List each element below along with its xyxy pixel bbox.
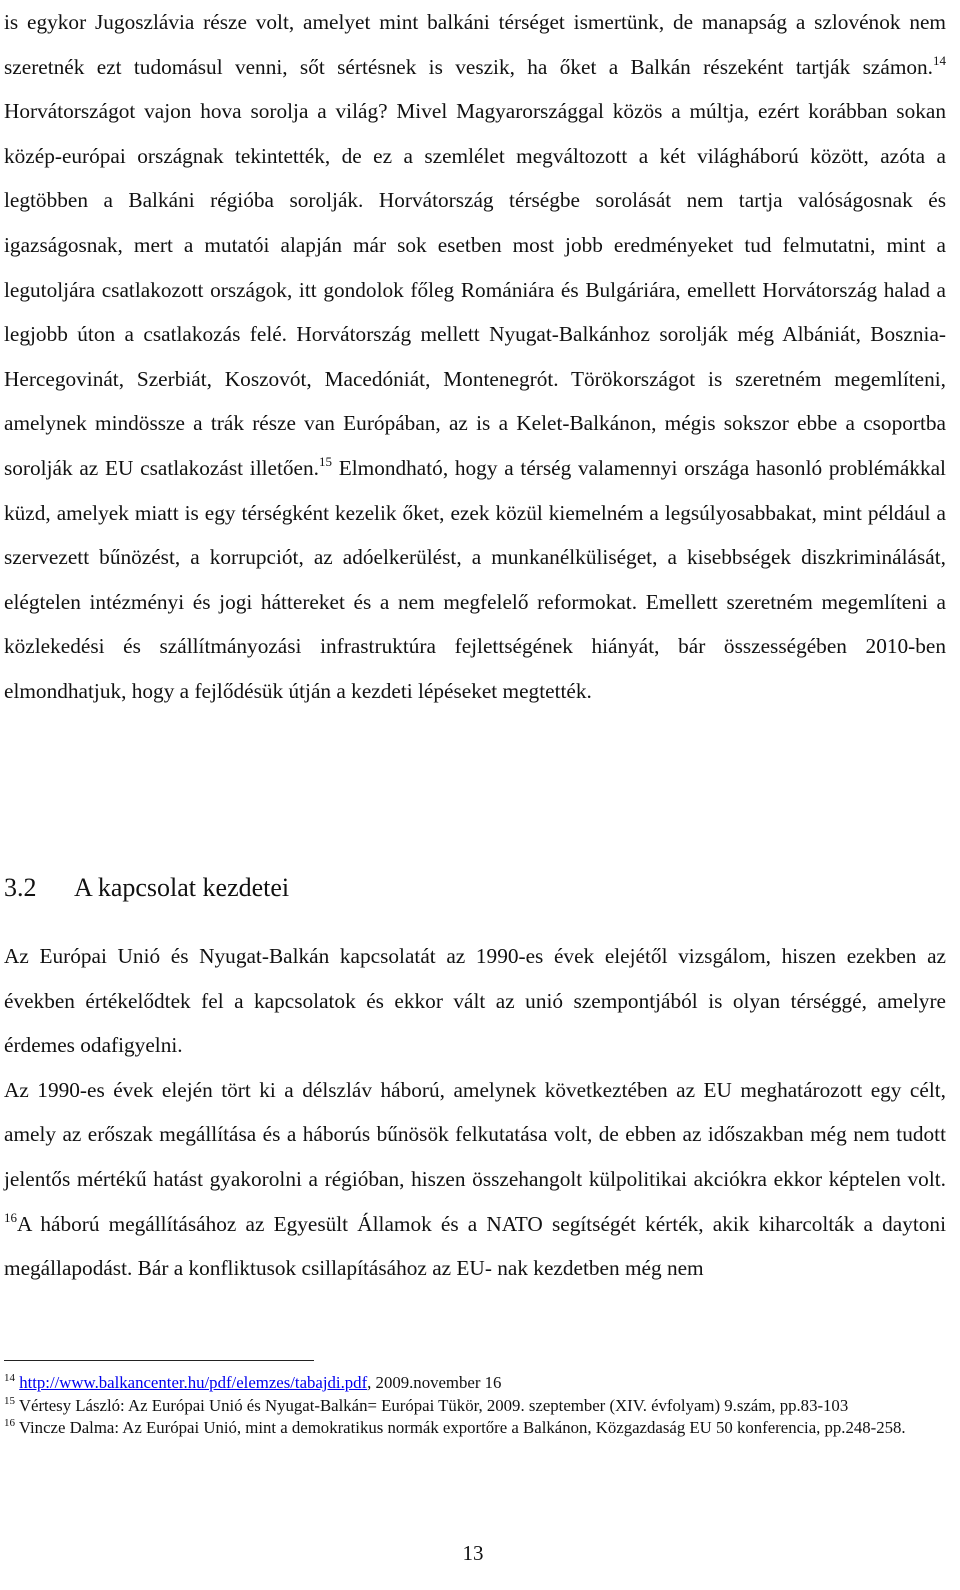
body-paragraph-3 xyxy=(4,1068,946,1291)
section-title: A kapcsolat kezdetei xyxy=(74,873,290,902)
footnote-ref-15[interactable]: 15 xyxy=(318,453,332,469)
footnote-link[interactable]: http://www.balkancenter.hu/pdf/elemzes/tabajdi.pdf xyxy=(19,1373,368,1392)
page-number: 13 xyxy=(462,1541,484,1565)
footnote-separator xyxy=(4,1360,314,1361)
body-paragraph-2: Az Európai Unió és Nyugat-Balkán kapcsolatát az 1990-es évek elejétől vizsgálom, hiszen ezekben az években értékelődtek fel a kapcsolatok és ekkor vált az unió szempontjából is olyan térséggé, amelyre érdemes odafigyelni. xyxy=(4,944,946,1058)
body-section-text xyxy=(4,934,946,1291)
footnote-text: Vincze Dalma: Az Európai Unió, mint a demokratikus normák exportőre a Balkánon, Közgazdaság EU 50 konferencia, pp.248-258. xyxy=(18,1418,906,1437)
paragraph-1-text-b: Horvátországot vajon hova sorolja a világ? Mivel Magyarországgal közös a múltja, ezért korábban sokan közép-európai országnak tekintették, de ez a szemlélet megváltozott a két világháború között, azóta a legtöbben a Balkáni régióba sorolják. Horvátország térségbe sorolását nem tartja valóságosnak és igazságosnak, mert a mutatói alapján már sok esetben most jobb eredményeket tud felmutatni, mint a legutoljára csatlakozott országok, itt gondolok főleg Romániára és Bulgáriára, emellett Horvátország halad a legjobb úton a csatlakozás felé. Horvátország mellett Nyugat-Balkánhoz sorolják még Albániát, Bosznia-Hercegovinát, Szerbiát, Koszovót, Macedóniát, Montenegrót. Törökországot is szeretném megemlíteni, amelynek mindössze a trák része van Európában, az is a Kelet-Balkánon, mégis sokszor ebbe a csoportba sorolják az EU csatlakozást illetően. xyxy=(4,99,946,480)
footnote-16 xyxy=(4,1417,946,1440)
body-paragraph-1 xyxy=(4,0,946,714)
footnote-text: , 2009.november 16 xyxy=(367,1373,502,1392)
footnote-number: 16 xyxy=(4,1417,15,1429)
paragraph-3-text-b: A háború megállításához az Egyesült Államok és a NATO segítségét kérték, akik kiharcolták a daytoni megállapodást. Bár a konfliktusok csillapításához az EU- nak kezdetben még nem xyxy=(4,1211,946,1281)
footnotes xyxy=(4,1372,946,1440)
section-number: 3.2 xyxy=(4,873,37,902)
footnote-ref-14[interactable]: 14 xyxy=(933,52,946,68)
footnote-number: 14 xyxy=(4,1372,15,1384)
footnote-14 xyxy=(4,1372,946,1395)
footnote-15 xyxy=(4,1395,946,1418)
footnote-ref-16[interactable]: 16 xyxy=(4,1209,17,1225)
footnote-text: Vértesy László: Az Európai Unió és Nyugat-Balkán= Európai Tükör, 2009. szeptember (XIV. évfolyam) 9.szám, pp.83-103 xyxy=(18,1395,849,1415)
paragraph-3-text-a: Az 1990-es évek elején tört ki a délszláv háború, amelynek következtében az EU meghatározott egy célt, amely az erőszak megállítása és a háborús bűnösök felkutatása volt, de ebben az időszakban még nem tudott jelentős mértékű hatást gyakorolni a régióban, hiszen összehangolt külpolitikai akciókra ekkor képtelen volt. xyxy=(4,1077,946,1191)
section-heading xyxy=(4,866,289,910)
paragraph-1-text-c: Elmondható, hogy a térség valamennyi országa hasonló problémákkal küzd, amelyek miatt is egy térségként kezelik őket, ezek közül kiemelném a legsúlyosabbakat, mint például a szervezett bűnözést, a korrupciót, az adóelkerülést, a munkanélküliséget, a kisebbségek diszkriminálását, elégtelen intézményi és jogi háttereket és a nem megfelelő reformokat. Emellett szeretném megemlíteni a közlekedési és szállítmányozási infrastruktúra fejlettségének hiányát, bár összességében 2010-ben elmondhatjuk, hogy a fejlődésük útján a kezdeti lépéseket megtették. xyxy=(4,455,946,703)
paragraph-1-text-a: is egykor Jugoszlávia része volt, amelyet mint balkáni térséget ismertünk, de manapság a szlovénok nem szeretnék ezt tudomásul venni, sőt sértésnek is veszik, ha őket a Balkán részeként tartják számon. xyxy=(4,10,946,79)
footnote-number: 15 xyxy=(4,1394,15,1407)
